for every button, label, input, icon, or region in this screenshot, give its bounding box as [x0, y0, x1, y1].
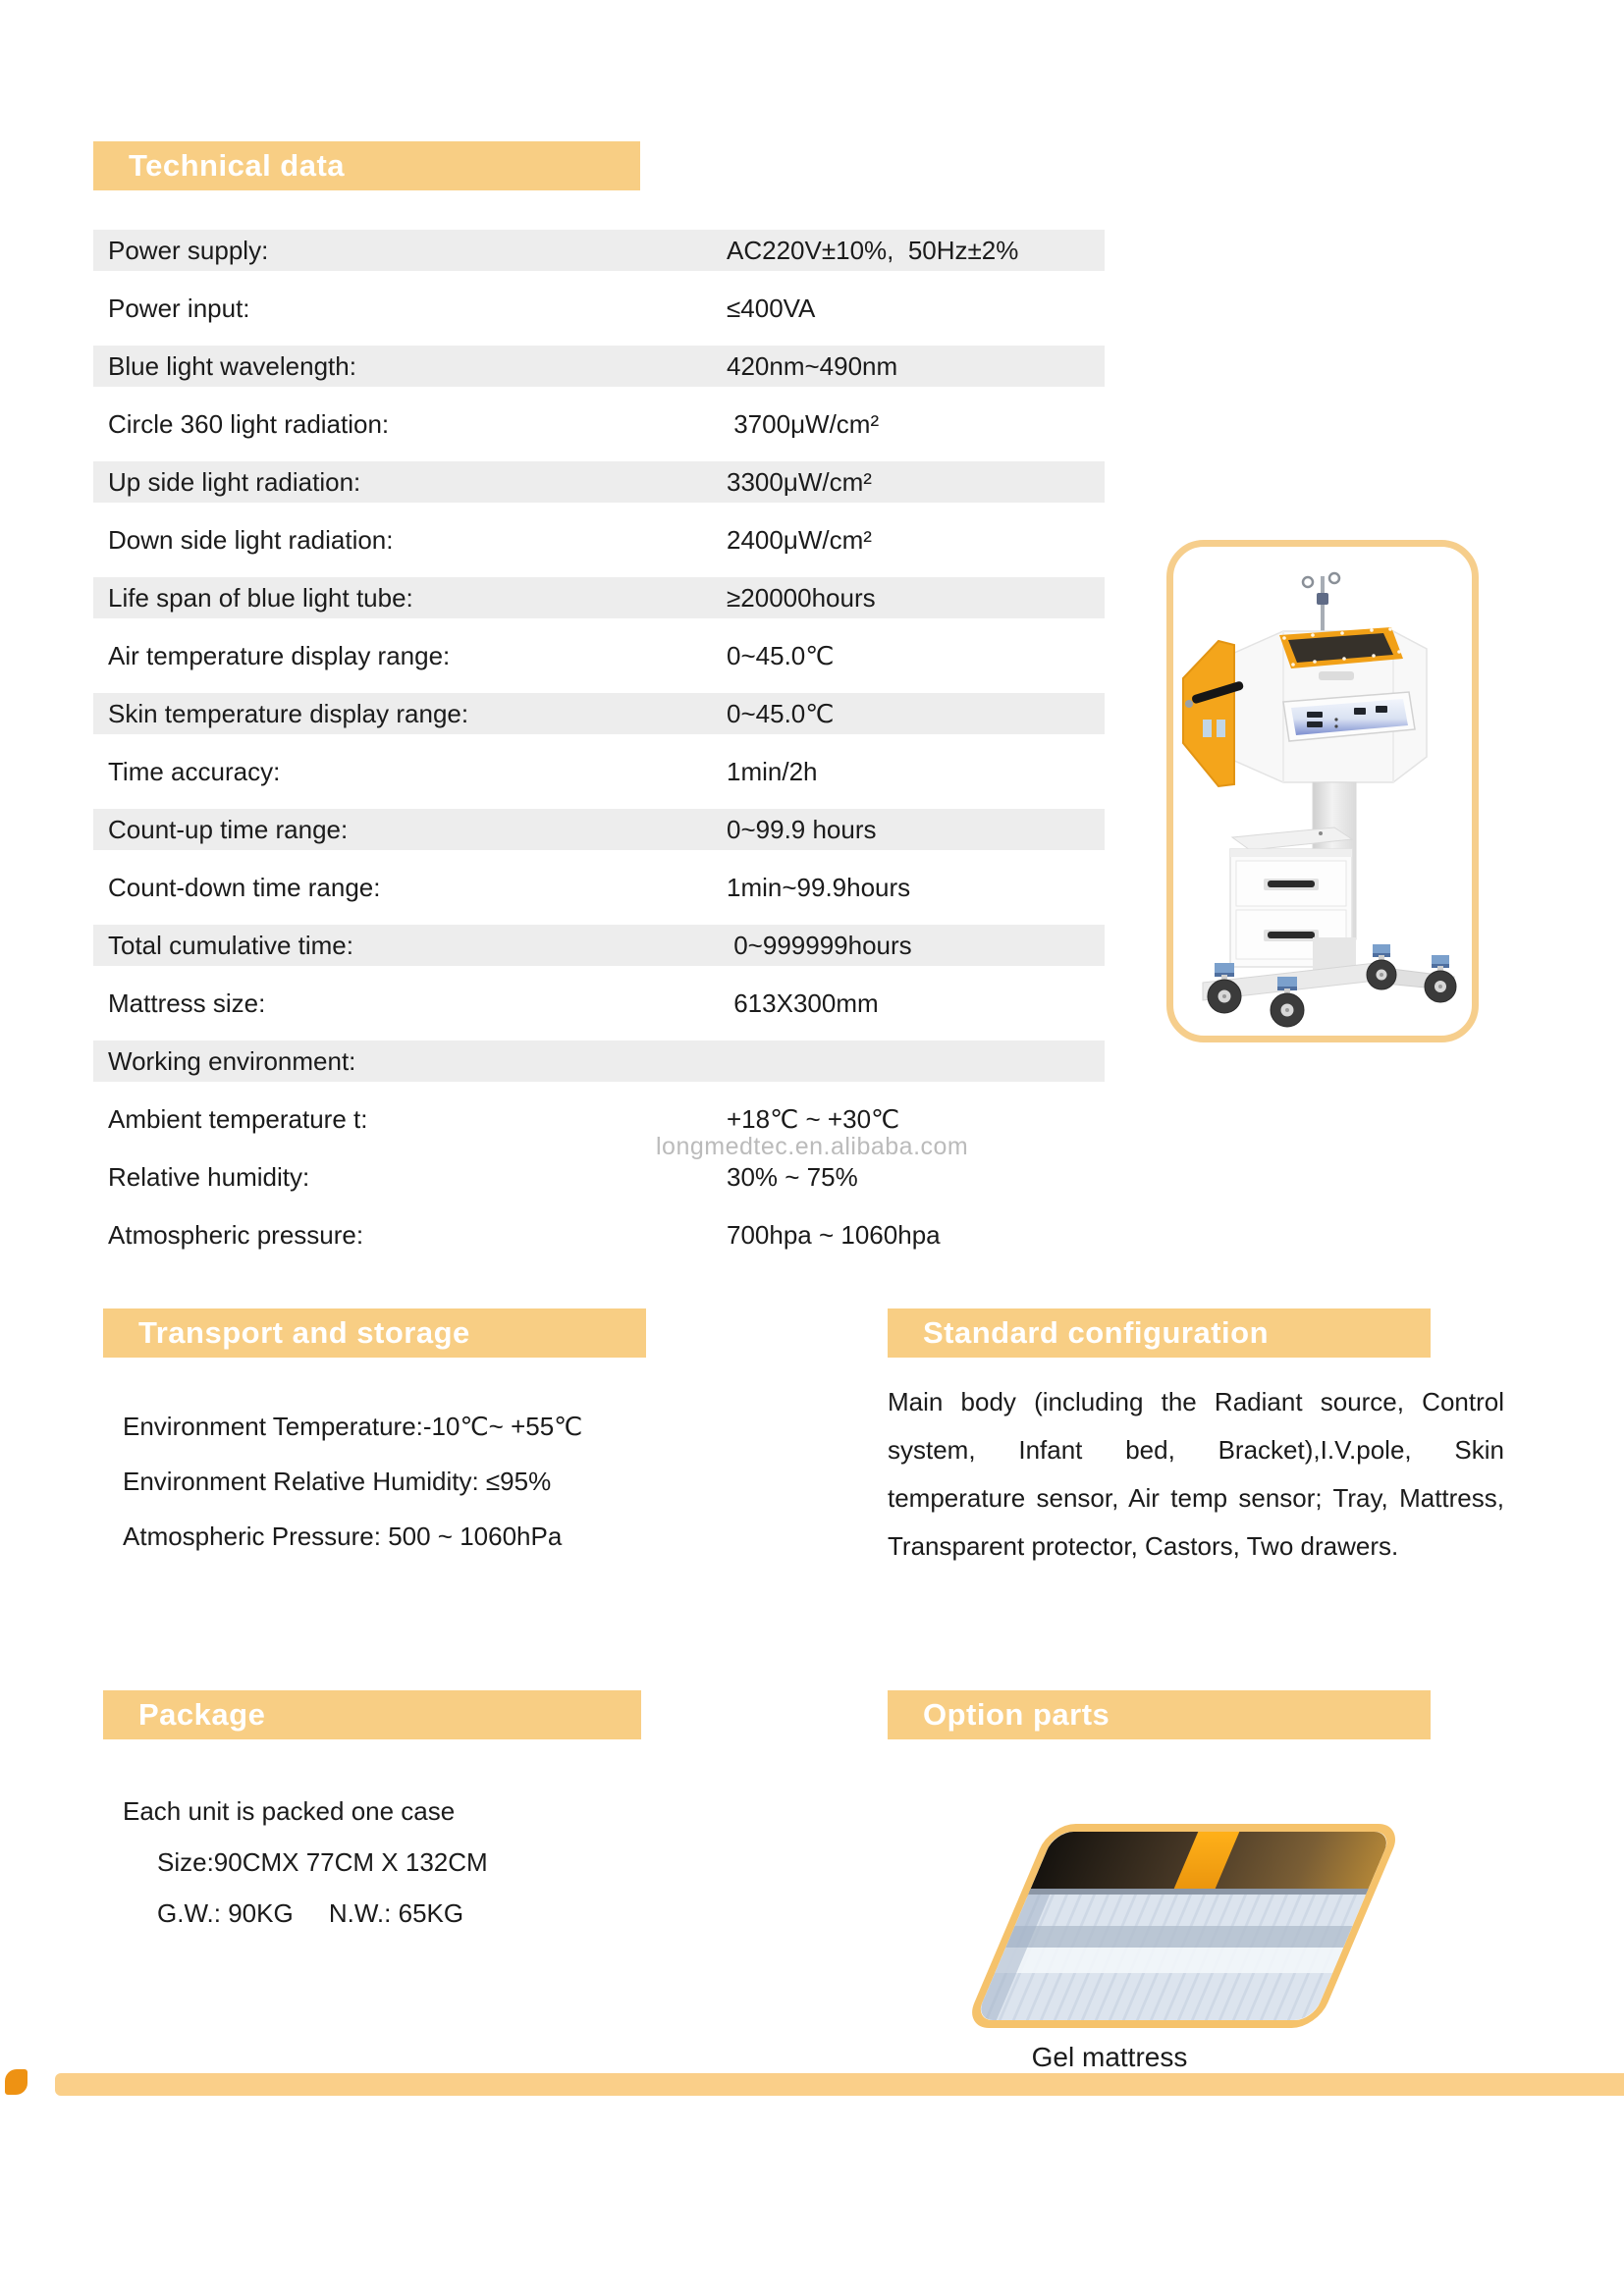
spec-label: Up side light radiation:	[108, 467, 361, 497]
spec-value: 2400μW/cm²	[727, 525, 872, 555]
spec-row	[93, 1041, 1105, 1082]
spec-value: 30% ~ 75%	[727, 1162, 858, 1192]
spec-label: Power supply:	[108, 236, 269, 265]
transport-line: Atmospheric Pressure: 500 ~ 1060hPa	[123, 1522, 563, 1551]
spec-value: 0~999999hours	[727, 931, 912, 960]
spec-label: Life span of blue light tube:	[108, 583, 413, 613]
gel-mattress-photo	[957, 1822, 1409, 2030]
spec-value: +18℃ ~ +30℃	[727, 1104, 900, 1134]
spec-label: Skin temperature display range:	[108, 699, 469, 728]
spec-value: AC220V±10%, 50Hz±2%	[727, 236, 1019, 265]
watermark-text: longmedtec.en.alibaba.com	[656, 1133, 969, 1160]
spec-label: Blue light wavelength:	[108, 351, 356, 381]
spec-row	[93, 693, 1105, 734]
spec-label: Total cumulative time:	[108, 931, 353, 960]
package-size-line: Size:90CMX 77CM X 132CM	[157, 1847, 488, 1877]
transport-line: Environment Temperature:-10℃~ +55℃	[123, 1412, 583, 1441]
spec-label: Mattress size:	[108, 988, 266, 1018]
spec-row	[93, 983, 1105, 1024]
spec-row	[93, 577, 1105, 618]
transport-line: Environment Relative Humidity: ≤95%	[123, 1467, 552, 1496]
spec-row	[93, 867, 1105, 908]
spec-row	[93, 751, 1105, 792]
spec-value: 0~45.0℃	[727, 641, 835, 670]
spec-value: 1min/2h	[727, 757, 818, 786]
spec-value: 3700μW/cm²	[727, 409, 880, 439]
transport-storage-text	[123, 1399, 653, 1564]
spec-row	[93, 403, 1105, 445]
spec-label: Working environment:	[108, 1046, 356, 1076]
gel-mattress-caption: Gel mattress	[1031, 2042, 1188, 2072]
section-header-standard-configuration: Standard configuration	[888, 1308, 1431, 1358]
section-header-transport-storage: Transport and storage	[103, 1308, 646, 1358]
spec-table	[93, 230, 1105, 1272]
spec-label: Power input:	[108, 294, 250, 323]
spec-value: 1min~99.9hours	[727, 873, 911, 902]
spec-label: Relative humidity:	[108, 1162, 310, 1192]
spec-row	[93, 346, 1105, 387]
spec-value: ≤400VA	[727, 294, 816, 323]
spec-value: 700hpa ~ 1060hpa	[727, 1220, 941, 1250]
spec-value: 420nm~490nm	[727, 351, 898, 381]
spec-label: Atmospheric pressure:	[108, 1220, 364, 1250]
standard-configuration-text: Main body (including the Radiant source, Control system, Infant bed, Bracket),I.V.pole, Skin temperature sensor, Air temp sensor; Tray, Mattress, Transparent protector, Castors, Two drawers.	[888, 1387, 1504, 1561]
footer-bar-decoration	[55, 2073, 1624, 2096]
spec-value: ≥20000hours	[727, 583, 876, 613]
spec-row	[93, 809, 1105, 850]
phototherapy-body	[1183, 627, 1427, 786]
spec-label: Count-up time range:	[108, 815, 349, 844]
spec-value: 3300μW/cm²	[727, 467, 872, 497]
spec-label: Count-down time range:	[108, 873, 381, 902]
footer-leaf-decoration	[5, 2069, 27, 2095]
section-header-option-parts: Option parts	[888, 1690, 1431, 1739]
spec-row	[93, 1214, 1105, 1255]
package-weight-line: G.W.: 90KG N.W.: 65KG	[157, 1898, 464, 1928]
spec-row	[93, 519, 1105, 561]
product-photo	[1173, 547, 1472, 1036]
spec-label: Ambient temperature t:	[108, 1104, 368, 1134]
spec-value: 613X300mm	[727, 988, 879, 1018]
package-intro-line: Each unit is packed one case	[123, 1796, 456, 1826]
spec-row	[93, 1156, 1105, 1198]
spec-row	[93, 461, 1105, 503]
section-header-package: Package	[103, 1690, 641, 1739]
spec-row	[93, 925, 1105, 966]
product-photo-frame	[1166, 540, 1479, 1042]
spec-row	[93, 288, 1105, 329]
spec-value: 0~45.0℃	[727, 699, 835, 728]
spec-row	[93, 635, 1105, 676]
spec-value: 0~99.9 hours	[727, 815, 877, 844]
spec-label: Air temperature display range:	[108, 641, 451, 670]
spec-label: Down side light radiation:	[108, 525, 394, 555]
section-header-technical-data: Technical data	[93, 141, 640, 190]
spec-row	[93, 230, 1105, 271]
spec-label: Time accuracy:	[108, 757, 281, 786]
spec-label: Circle 360 light radiation:	[108, 409, 390, 439]
